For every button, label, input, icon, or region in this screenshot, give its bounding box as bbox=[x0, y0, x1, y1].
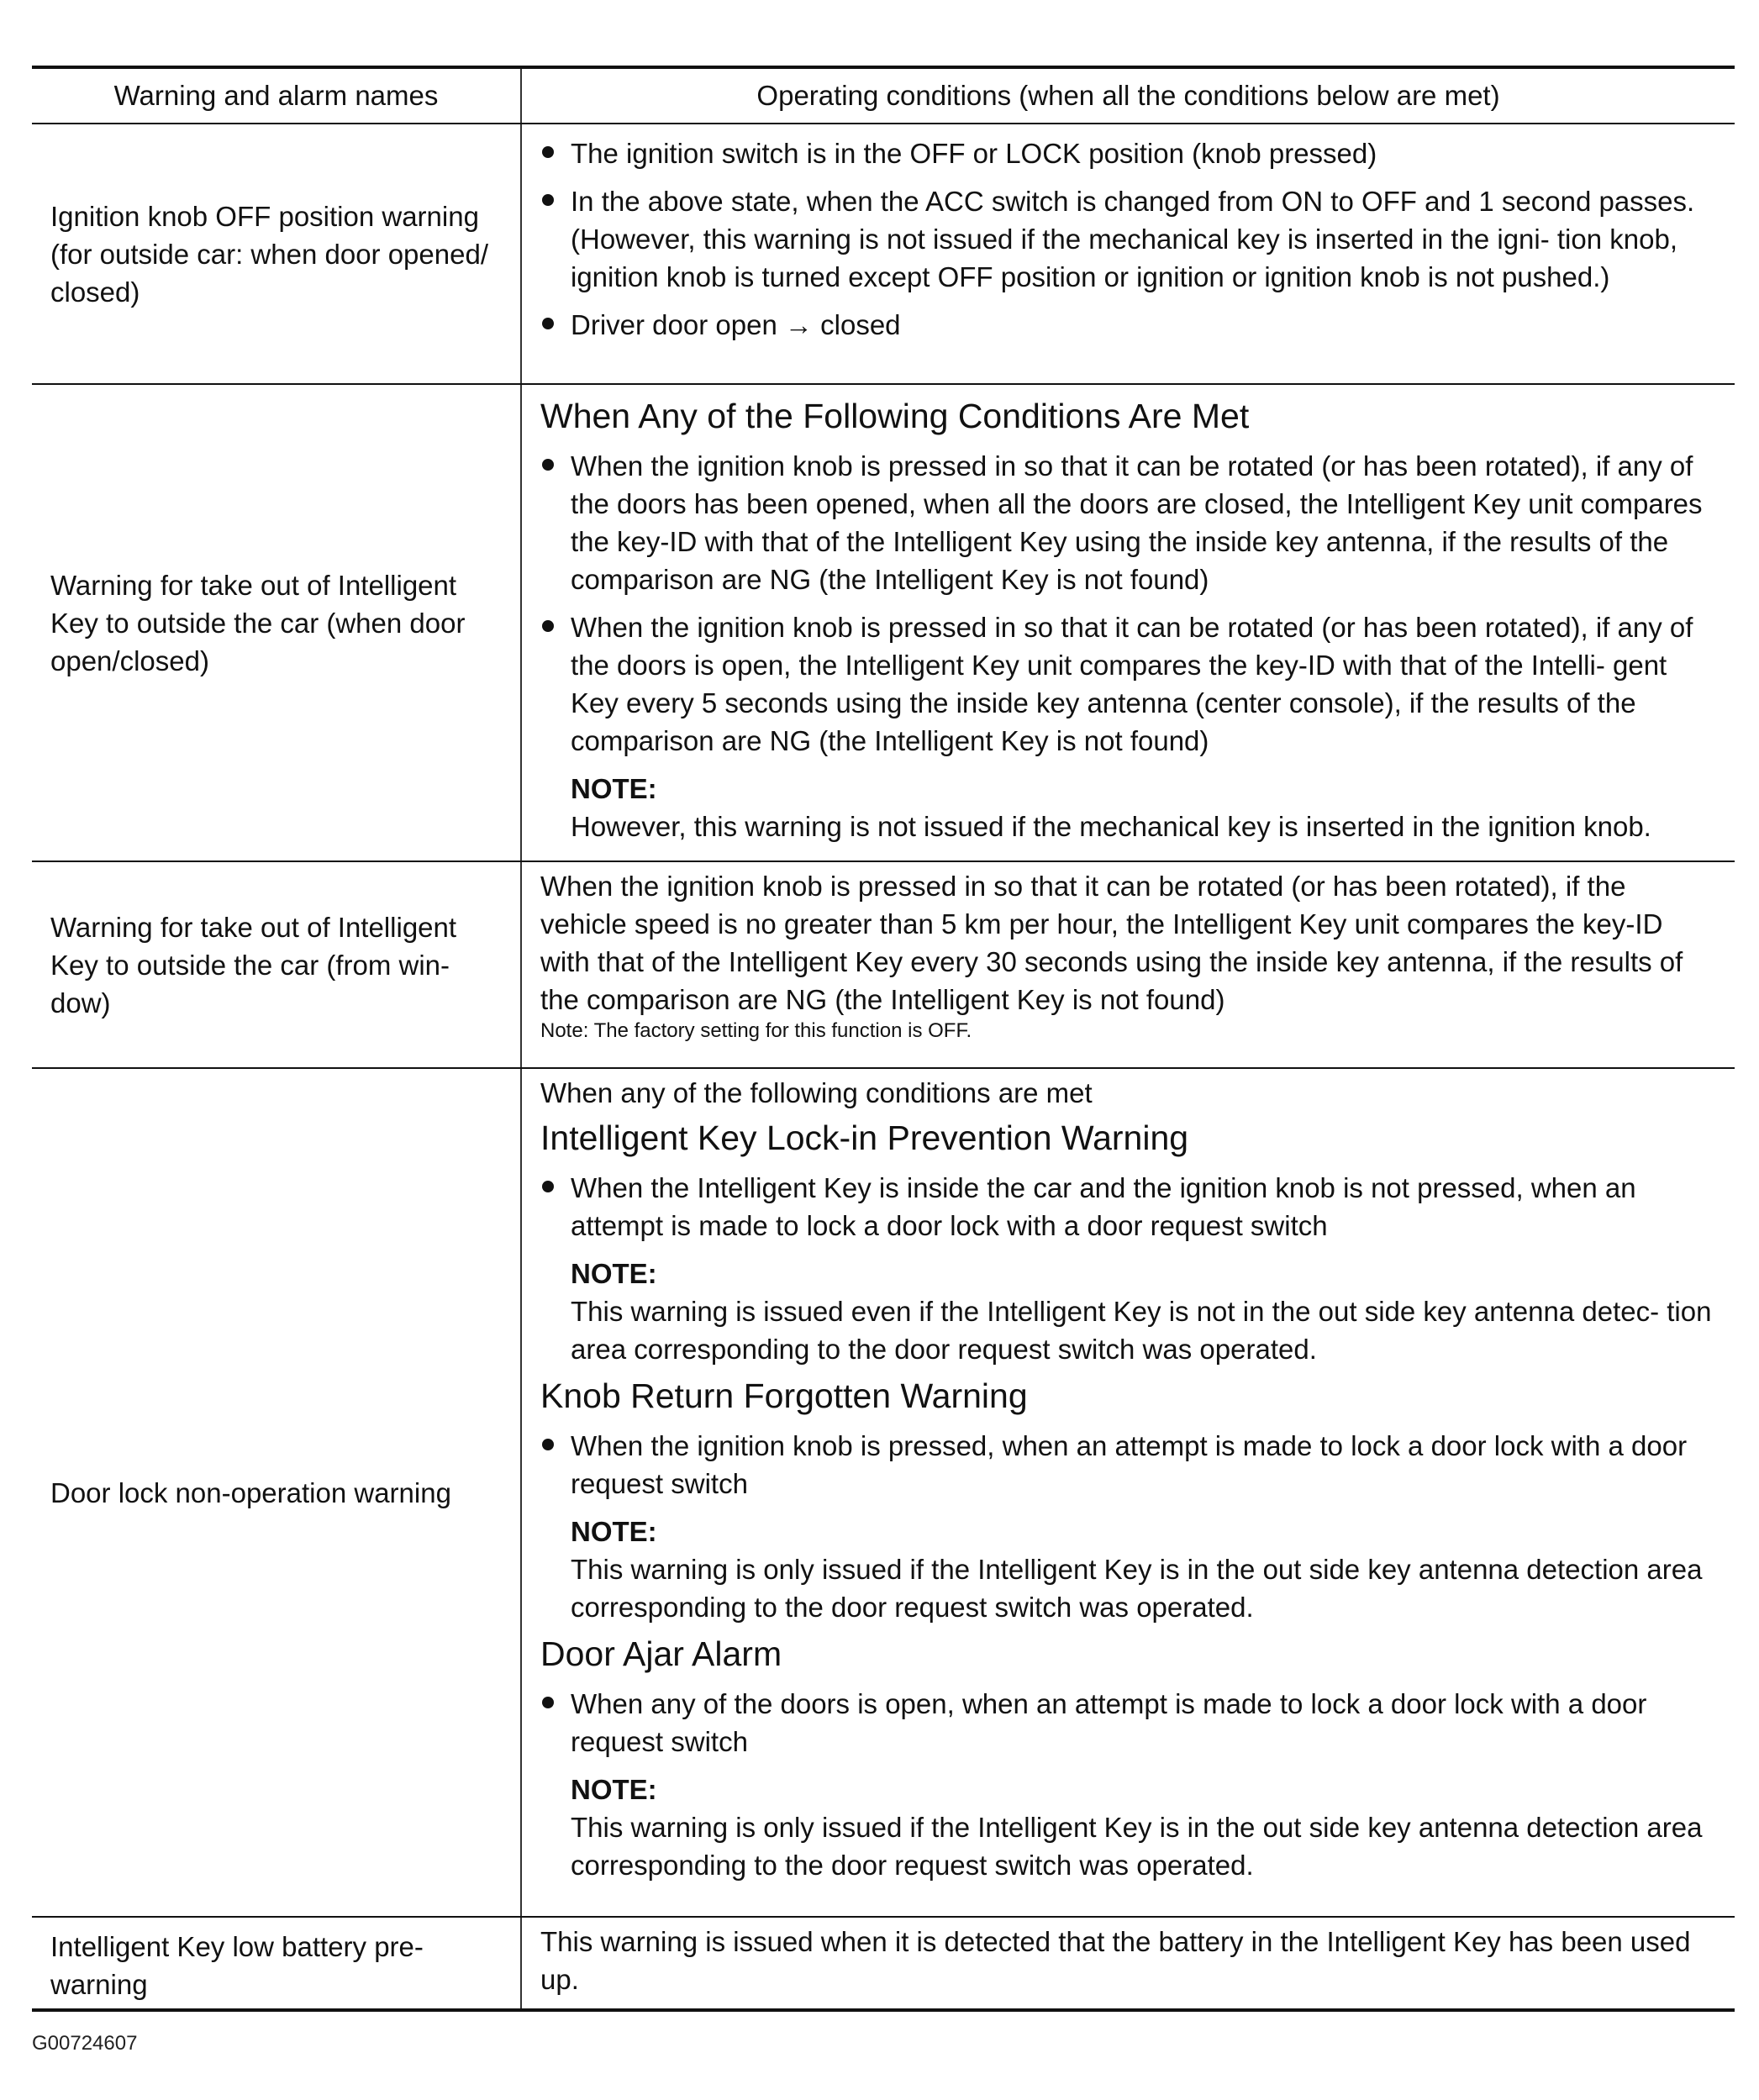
bullet-icon bbox=[542, 1439, 554, 1450]
bullet-icon bbox=[542, 1697, 554, 1708]
condition-bullet: Driver door open → closed bbox=[540, 306, 1714, 344]
bullet-icon bbox=[542, 146, 554, 158]
condition-bullet: When any of the doors is open, when an attempt is made to lock a door lock with a door request switch bbox=[540, 1685, 1714, 1761]
condition-text: When the ignition knob is pressed in so that it can be rotated (or has been rotated), if the vehicle speed is no greater than 5 km per hour, the Intelligent Key unit compares the key-ID with that of the Intelligent Key every 30 seconds using the inside key antenna, if the results of the comparison are NG (the Intelligent Key is not found) bbox=[540, 871, 1683, 1015]
bullet-icon bbox=[542, 620, 554, 632]
table-row bbox=[32, 1068, 1735, 1917]
condition-bullet: When the ignition knob is pressed, when an attempt is made to lock a door lock with a door request switch bbox=[540, 1427, 1714, 1503]
condition-intro: When any of the following conditions are met bbox=[540, 1077, 1093, 1108]
warning-conditions-table bbox=[32, 66, 1735, 2012]
note-text: This warning is only issued if the Intelligent Key is in the out side key antenna detection area corresponding to the door request switch was operated. bbox=[571, 1812, 1703, 1881]
table-row bbox=[32, 1917, 1735, 2010]
header-warning-names: Warning and alarm names bbox=[32, 67, 521, 124]
warning-name: Door lock non-operation warning bbox=[32, 1068, 521, 1917]
operating-conditions bbox=[521, 1068, 1735, 1917]
table-row bbox=[32, 384, 1735, 861]
section-heading: Door Ajar Alarm bbox=[540, 1634, 782, 1673]
factory-setting-note: Note: The factory setting for this function is OFF. bbox=[540, 1019, 972, 1042]
section-heading: When Any of the Following Conditions Are Met bbox=[540, 397, 1250, 435]
condition-bullet: In the above state, when the ACC switch is changed from ON to OFF and 1 second passes. (However, this warning is not issued if the mechanical key is inserted in the igni- tion knob, ignition knob is turned except OFF position or ignition or ignition knob is not pushed.) bbox=[540, 182, 1714, 296]
condition-bullet: When the ignition knob is pressed in so that it can be rotated (or has been rotated), if any of the doors has been opened, when all the doors are closed, the Intelligent Key unit compares the key-ID with that of the Intelligent Key using the inside key antenna, if the results of the comparison are NG (the Intelligent Key is not found) bbox=[540, 447, 1714, 598]
operating-conditions bbox=[521, 1917, 1735, 2010]
condition-bullet: When the Intelligent Key is inside the car and the ignition knob is not pressed, when an attempt is made to lock a door lock with a door request switch bbox=[540, 1169, 1714, 1245]
note-text: However, this warning is not issued if the mechanical key is inserted in the ignition knob. bbox=[571, 811, 1651, 842]
condition-bullet: The ignition switch is in the OFF or LOCK position (knob pressed) bbox=[540, 134, 1714, 172]
section-heading: Knob Return Forgotten Warning bbox=[540, 1376, 1028, 1415]
bullet-icon bbox=[542, 194, 554, 206]
warning-name: Ignition knob OFF position warning (for outside car: when door opened/ closed) bbox=[32, 124, 521, 384]
condition-bullet: When the ignition knob is pressed in so that it can be rotated (or has been rotated), if any of the doors is open, the Intelligent Key unit compares the key-ID with that of the Intelli- gent Key every 5 seconds using the inside key antenna (center console), if the results of the comparison are NG (the Intelligent Key is not found) bbox=[540, 608, 1714, 760]
warning-name: Warning for take out of Intelligent Key to outside the car (when door open/closed) bbox=[32, 384, 521, 861]
note-text: This warning is issued even if the Intelligent Key is not in the out side key antenna detec- tion area corresponding to the door request switch was operated. bbox=[571, 1296, 1712, 1365]
image-reference-code: G00724607 bbox=[32, 2032, 138, 2055]
note-label: NOTE: bbox=[571, 1258, 657, 1289]
condition-text: This warning is issued when it is detected that the battery in the Intelligent Key has been used up. bbox=[540, 1926, 1691, 1995]
header-operating-conditions: Operating conditions (when all the conditions below are met) bbox=[521, 67, 1735, 124]
operating-conditions bbox=[521, 384, 1735, 861]
note-text: This warning is only issued if the Intelligent Key is in the out side key antenna detection area corresponding to the door request switch was operated. bbox=[571, 1554, 1703, 1623]
operating-conditions bbox=[521, 124, 1735, 384]
operating-conditions bbox=[521, 861, 1735, 1068]
warning-name: Intelligent Key low battery pre- warning bbox=[50, 1931, 424, 2000]
warning-name: Warning for take out of Intelligent Key to outside the car (from win- dow) bbox=[32, 861, 521, 1068]
header-row bbox=[32, 67, 1735, 124]
bullet-icon bbox=[542, 318, 554, 329]
note-label: NOTE: bbox=[571, 773, 657, 804]
bullet-icon bbox=[542, 459, 554, 471]
bullet-icon bbox=[542, 1181, 554, 1192]
note-label: NOTE: bbox=[571, 1774, 657, 1805]
note-label: NOTE: bbox=[571, 1516, 657, 1547]
table-row bbox=[32, 124, 1735, 384]
section-heading: Intelligent Key Lock-in Prevention Warning bbox=[540, 1118, 1189, 1157]
table-row bbox=[32, 861, 1735, 1068]
